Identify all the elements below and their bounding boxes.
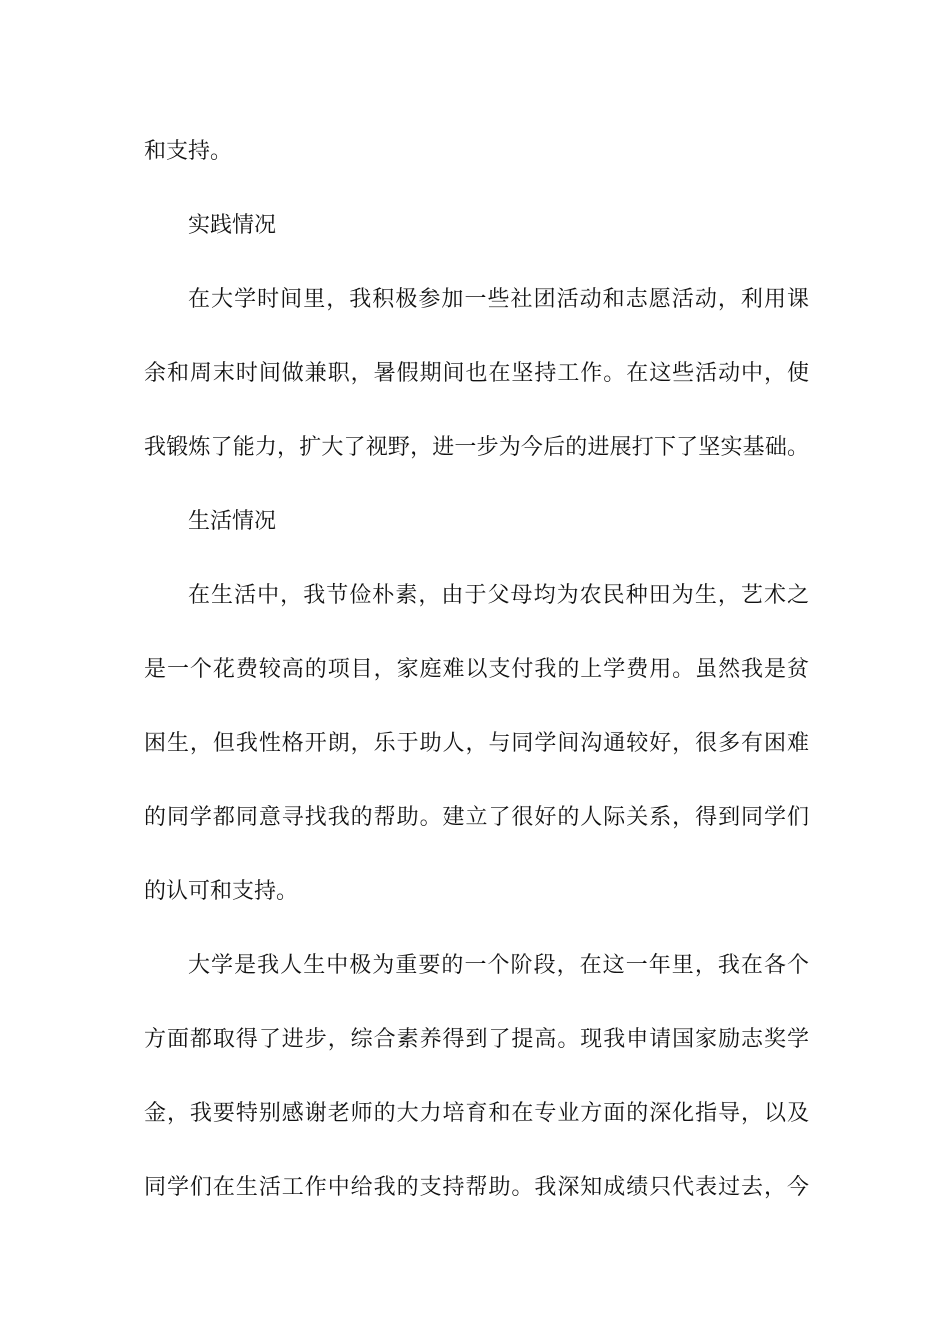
- section-heading-life: 生活情况: [188, 509, 277, 534]
- paragraph-line: 的同学都同意寻找我的帮助。建立了很好的人际关系，得到同学们: [144, 805, 809, 830]
- paragraph-line: 金，我要特别感谢老师的大力培育和在专业方面的深化指导，以及: [144, 1101, 809, 1126]
- paragraph-line: 余和周末时间做兼职，暑假期间也在坚持工作。在这些活动中，使: [144, 361, 809, 386]
- paragraph-line: 大学是我人生中极为重要的一个阶段，在这一年里，我在各个: [188, 953, 809, 978]
- paragraph-line: 是一个花费较高的项目，家庭难以支付我的上学费用。虽然我是贫: [144, 657, 809, 682]
- paragraph-line: 在大学时间里，我积极参加一些社团活动和志愿活动，利用课: [188, 287, 809, 312]
- paragraph-line: 同学们在生活工作中给我的支持帮助。我深知成绩只代表过去，今: [144, 1175, 809, 1200]
- paragraph-line: 困生，但我性格开朗，乐于助人，与同学间沟通较好，很多有困难: [144, 731, 809, 756]
- section-heading-practice: 实践情况: [188, 213, 277, 238]
- paragraph-line: 方面都取得了进步，综合素养得到了提高。现我申请国家励志奖学: [144, 1027, 809, 1052]
- paragraph-line: 我锻炼了能力，扩大了视野，进一步为今后的进展打下了坚实基础。: [144, 435, 809, 460]
- paragraph-line: 和支持。: [144, 139, 233, 164]
- paragraph-line: 的认可和支持。: [144, 879, 299, 904]
- paragraph-line: 在生活中，我节俭朴素，由于父母均为农民种田为生，艺术之: [188, 583, 809, 608]
